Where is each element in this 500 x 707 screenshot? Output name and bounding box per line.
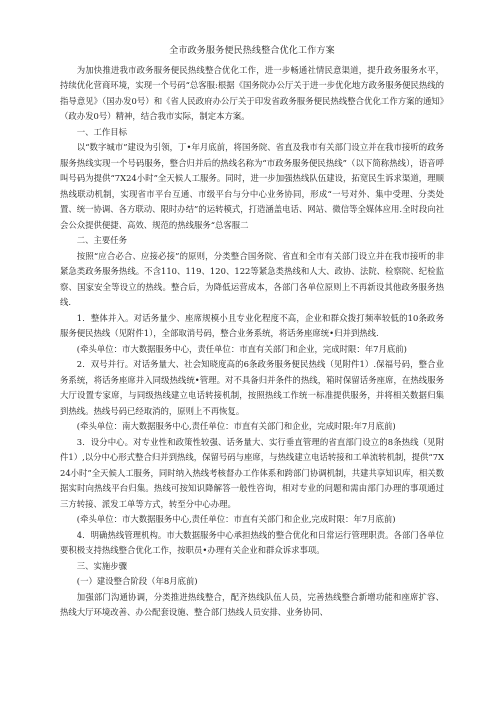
task-3-paragraph: 3．设分中心。对专业性和政策性较强、话务量大、实行垂直管理的省直部门设立的8条热线（见附件1）,以分中心形式整合归并到热线，保留号码与座席，与热线建立电话转接和工单流转机制，提供“7X24小时”全天候人工服务，同时纳入热线考核督办工作体系和跨部门协调机制，共建共享知识库，相关数据实时向热线平台归集。热线可按知识降解答一般性咨询，相对专业的问题和需由部门办理的事项通过三方转接、派发工单等方式，转至分中心办理。: [60, 436, 444, 509]
section-heading-steps: 三、实施步骤: [76, 560, 128, 571]
section-heading-goals: 一、工作目标: [76, 126, 128, 137]
section-heading-tasks: 二、主要任务: [76, 235, 128, 245]
task-2-responsibility: (牵头单位：南大数据服务中心,责任单位：市直有关部门和企业，完成时限:年7月底前): [76, 421, 396, 431]
document-body: [60, 63, 444, 621]
task-1-paragraph: 1．整体并入。对话务量少、座席规模小且专业化程度不高，企业和群众拨打频率较低的10条政务服务便民热线（见附件1），全部取消号码，整合业务系统，将话务座席统•归并到热线.: [60, 312, 444, 338]
task-1-responsibility: (牵头单位：市大数据服务中心，责任单位：市直有关部门和企业，完成时限：年7月底前): [76, 343, 407, 354]
task-2-paragraph: 2．双号并行。对话务量大、社会知晓度高的6条政务服务便民热线（见附件1）.保福号码，整合业务系统，将话务座席并入同级热线统•管理。对不具备归并条件的热线，箱时保留话务座席，在热线服务大厅设置专家席，与同级热线建立电话转接机制，按照热线工作统一标准提供服务，并将相关数据归集到热线。热线号码已经取消的，原则上不再恢复。: [60, 359, 444, 416]
phase-1-paragraph: 加强部门沟通协调，分类推进热线整合，配齐热线队伍人员，完善热线整合新增功能和座席扩容、热线大厅环境改善、办公配套设施、整合部门热线人员安排、业务协同、: [60, 591, 444, 617]
task-4-paragraph: 4．明确热线管理机构。市大数据服务中心承担热线的整合优化和日常运行管理职责。各部门各单位要积极支持热线整合优化工作，按职员•办理有关企业和群众诉求事项。: [60, 529, 444, 555]
intro-paragraph: 为加快推进我市政务服务便民热线整合优化工作，进一步畅通社情民意渠道，提升政务服务水平，持续优化营商环境，实现一个号码“总客服:根据《国务院办公厅关于进一步优化地方政务服务便民热线的指导意见》（国办发0号）和《省人民政府办公厅关于印发省政务服务便民热线整合优化工作方案的通知》（政办发0号）精神，结合我市实际，制定本方案。: [60, 64, 444, 121]
subsection-heading-phase-1: (一）建设整合阶段（年8月底前): [76, 576, 198, 586]
goals-paragraph: 以“数字城市”建设为引领，丁•年月底前，将国务院、省直及我市有关部门设立并在我市接听的政务服务热线实现一个号码服务，整合归并后的热线名称为“市政务服务便民热线”（以下简称热线），语音呼叫号码为提供“7X24小时”全天候人工服务。同时，进一步加强热线队伍建设，拓宽民生诉求渠道，理顺热线联动机制，实现省市平台互通、市级平台与分中心业务协同，形成“一号对外、集中受理、分类处置、统一协调、各方联动、限时办结”的运转模式，打造涵盖电话、网站、微信等全媒体应用.全时段向社会公众提供便捷、高效、规范的热线服务“总客服二: [60, 142, 444, 230]
task-3-responsibility: (牵头单位：市大数据服务中心,责任单位：市直有关部门和企业,完成时限：年7月底前): [76, 514, 396, 524]
tasks-paragraph: 按照“应合必合、应接必接”的原则，分类整合国务院、省直和全市有关部门设立并在我市接听的非紧急类政务服务热线。不含110、119、120、122等紧急类热线和人大、政协、法院、检察院、纪检监察、国家安全等设立的热线。整合后，为降低运营成本，各部门各单位原则上不再新设其他政务服务热线.: [60, 250, 444, 307]
document-title: 全市政务服务便民热线整合优化工作方案: [169, 46, 335, 56]
